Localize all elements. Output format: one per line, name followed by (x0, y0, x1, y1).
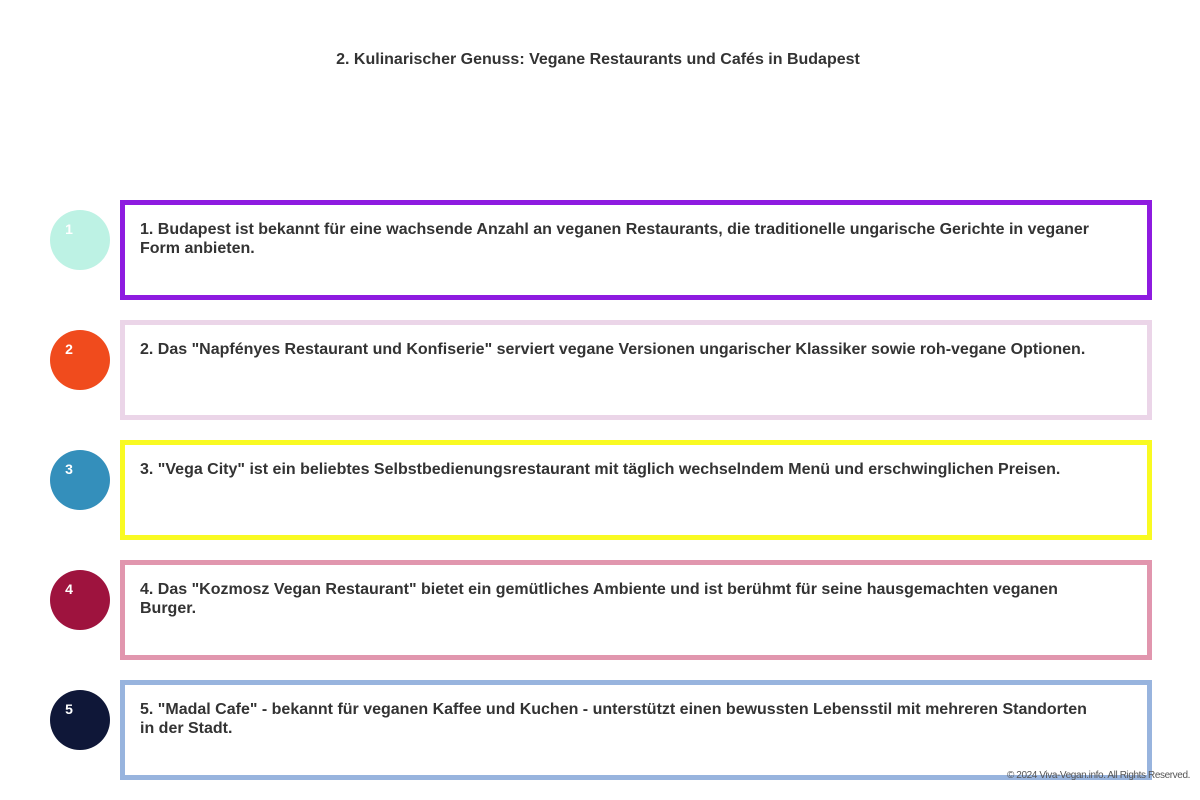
badge-number: 5 (65, 701, 73, 717)
item-text: 3. "Vega City" ist ein beliebtes Selbstbedienungsrestaurant mit täglich wechselndem Menü und erschwinglichen Preisen. (140, 461, 1061, 478)
text-box (120, 440, 1152, 540)
copyright-footer: © 2024 Viva-Vegan.info. All Rights Reserved. (1006, 770, 1190, 781)
list-item (0, 200, 1200, 300)
item-text: 1. Budapest ist bekannt für eine wachsende Anzahl an veganen Restaurants, die traditionelle ungarische Gerichte in veganer Form anbieten. (140, 221, 1089, 257)
item-text: 4. Das "Kozmosz Vegan Restaurant" bietet ein gemütliches Ambiente und ist berühmt für seine hausgemachten veganen Burger. (140, 581, 1058, 617)
number-badge (50, 690, 110, 750)
list-item (0, 320, 1200, 420)
text-box (120, 320, 1152, 420)
number-badge (50, 330, 110, 390)
page-title: 2. Kulinarischer Genuss: Vegane Restaurants und Cafés in Budapest (336, 51, 860, 68)
item-text: 5. "Madal Cafe" - bekannt für veganen Kaffee und Kuchen - unterstützt einen bewussten Lebensstil mit mehreren Standorten in der Stadt. (140, 701, 1087, 737)
number-badge (50, 210, 110, 270)
list-item (0, 440, 1200, 540)
badge-number: 1 (65, 221, 73, 237)
badge-number: 3 (65, 461, 73, 477)
list-item (0, 680, 1200, 780)
item-text: 2. Das "Napfényes Restaurant und Konfiserie" serviert vegane Versionen ungarischer Klassiker sowie roh-vegane Optionen. (140, 341, 1086, 358)
list-item (0, 560, 1200, 660)
text-box (120, 200, 1152, 300)
text-box (120, 680, 1152, 780)
badge-number: 2 (65, 341, 73, 357)
text-box (120, 560, 1152, 660)
number-badge (50, 570, 110, 630)
number-badge (50, 450, 110, 510)
badge-number: 4 (65, 581, 73, 597)
